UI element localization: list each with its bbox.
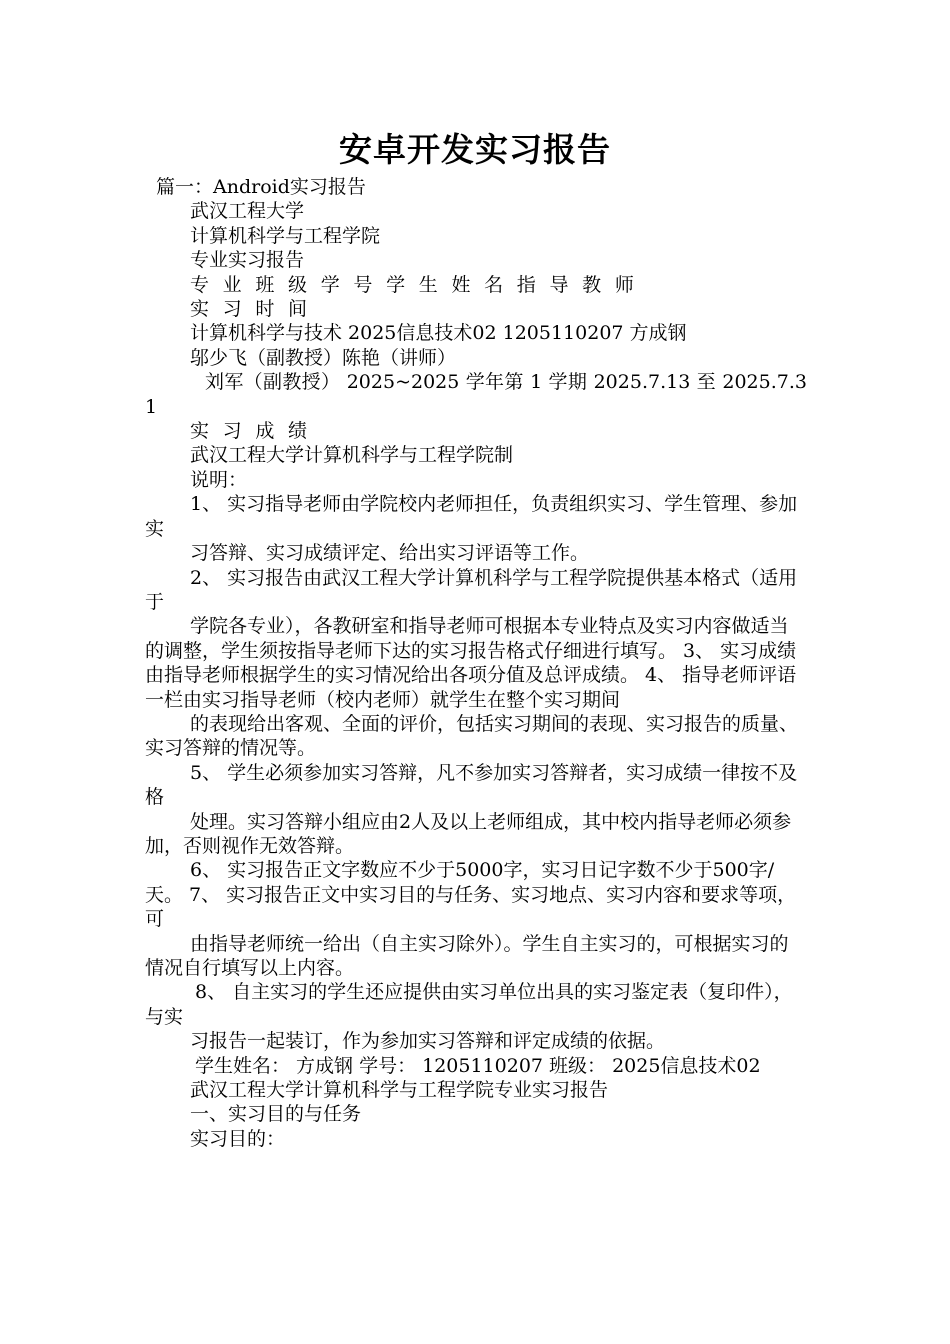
- paragraph: 说明：: [190, 468, 248, 491]
- paragraph: 处理。实习答辩小组应由2人及以上老师组成，其中校内指导老师必须参加，否则视作无效答辩。: [145, 810, 792, 857]
- document-body: [145, 175, 807, 1151]
- paragraph: 邬少飞（副教授）陈艳（讲师）: [190, 346, 457, 369]
- paragraph: 武汉工程大学计算机科学与工程学院专业实习报告: [190, 1079, 609, 1102]
- paragraph: 专业实习报告: [190, 249, 305, 272]
- paragraph: 刘军（副教授） 2025~2025 学年第 1 学期 2025.7.13 至 2025.7.31: [145, 371, 807, 418]
- paragraph: 专业班级学号学生姓名指导教师: [190, 273, 648, 296]
- paragraph: 实习时间: [190, 298, 321, 321]
- paragraph: 一、实习目的与任务: [190, 1103, 362, 1126]
- paragraph: 习答辩、实习成绩评定、给出实习评语等工作。: [190, 542, 590, 565]
- paragraph: 8、 自主实习的学生还应提供由实习单位出具的实习鉴定表（复印件），与实: [145, 981, 793, 1028]
- paragraph: 由指导老师统一给出（自主实习除外）。学生自主实习的，可根据实习的情况自行填写以上内容。: [145, 932, 789, 979]
- paragraph: 实习目的：: [190, 1127, 286, 1150]
- paragraph: 学生姓名： 方成钢 学号： 1205110207 班级： 2025信息技术02: [195, 1054, 761, 1077]
- document-title: 安卓开发实习报告: [339, 130, 611, 169]
- paragraph: 武汉工程大学: [190, 200, 305, 223]
- paragraph: 计算机科学与技术 2025信息技术02 1205110207 方成钢: [190, 322, 687, 345]
- paragraph: 武汉工程大学计算机科学与工程学院制: [190, 444, 514, 467]
- paragraph: 篇一：Android实习报告: [156, 176, 366, 198]
- paragraph: 的表现给出客观、全面的评价，包括实习期间的表现、实习报告的质量、实习答辩的情况等。: [145, 712, 799, 760]
- paragraph: 学院各专业），各教研室和指导老师可根据本专业特点及实习内容做适当的调整，学生须按指导老师下达的实习报告格式仔细进行填写。 3、 实习成绩由指导老师根据学生的实习情况给出各项分值及总评成绩。 4、 指导老师评语一栏由实习指导老师（校内老师）就学生在整个实习期间: [145, 615, 797, 711]
- paragraph: 习报告一起装订，作为参加实习答辩和评定成绩的依据。: [190, 1030, 666, 1053]
- paragraph: 6、 实习报告正文字数应不少于5000字，实习日记字数不少于500字/天。 7、 实习报告正文中实习目的与任务、实习地点、实习内容和要求等项，可: [145, 859, 797, 931]
- paragraph: 1、 实习指导老师由学院校内老师担任，负责组织实习、学生管理、参加实: [145, 493, 798, 540]
- paragraph: 2、 实习报告由武汉工程大学计算机科学与工程学院提供基本格式（适用于: [145, 566, 798, 613]
- paragraph: 实习成绩: [190, 420, 321, 443]
- paragraph: 5、 学生必须参加实习答辩，凡不参加实习答辩者，实习成绩一律按不及格: [145, 761, 798, 809]
- paragraph: 计算机科学与工程学院: [190, 224, 381, 247]
